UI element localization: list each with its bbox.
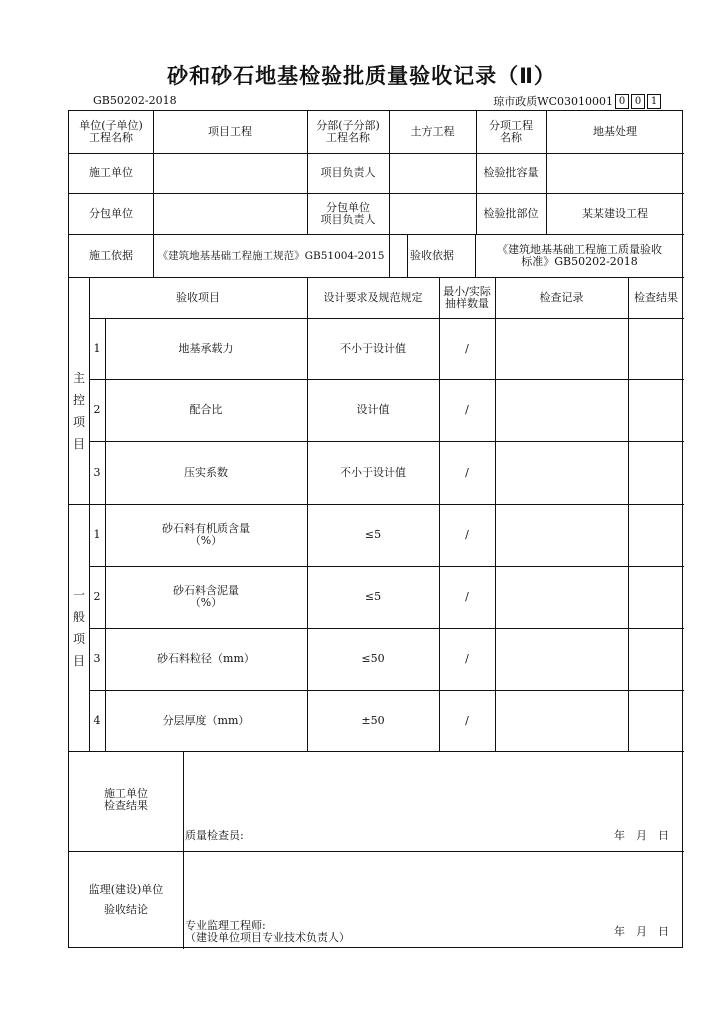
- general-item-result[interactable]: [628, 628, 684, 690]
- acceptance-basis-label: 验收依据: [410, 248, 454, 262]
- batch-location-value[interactable]: 某某建设工程: [582, 206, 648, 220]
- division-name-value[interactable]: 土方工程: [410, 125, 455, 138]
- supervisor-label: 专业监理工程师: （建设单位项目专业技术负责人）: [185, 919, 350, 944]
- supervision-conclusion-label: 监理(建设)单位 验收结论: [88, 883, 164, 916]
- supervision-date[interactable]: 年 月 日: [614, 925, 669, 938]
- general-item-spec: ±50: [361, 713, 385, 727]
- record-code-box-2[interactable]: 0: [631, 94, 645, 109]
- main-item-no: 2: [93, 403, 101, 416]
- general-item-record[interactable]: [495, 628, 628, 690]
- general-item-name: 砂石料有机质含量 （%）: [162, 522, 250, 547]
- column-spec: 设计要求及规范规定: [323, 290, 423, 304]
- contractor-value[interactable]: [153, 153, 307, 193]
- main-item-name: 配合比: [189, 403, 223, 416]
- general-item-no: 1: [93, 528, 101, 541]
- main-item-name: 压实系数: [184, 465, 228, 479]
- main-item-record[interactable]: [495, 441, 628, 504]
- project-manager-label: 项目负责人: [320, 166, 376, 179]
- main-item-spec: 不小于设计值: [340, 341, 406, 355]
- subitem-name-value[interactable]: 地基处理: [593, 125, 637, 138]
- record-code-box-3[interactable]: 1: [647, 94, 661, 109]
- main-item-sample[interactable]: /: [465, 465, 469, 479]
- general-item-no: 4: [93, 713, 101, 727]
- record-table: [68, 110, 683, 948]
- general-item-sample[interactable]: /: [465, 528, 469, 541]
- sub-manager-label: 分包单位 项目负责人: [320, 200, 376, 226]
- general-item-spec: ≤50: [361, 652, 385, 665]
- general-item-sample[interactable]: /: [465, 590, 469, 603]
- general-item-record[interactable]: [495, 566, 628, 628]
- general-item-spec: ≤5: [364, 590, 382, 603]
- main-item-result[interactable]: [628, 318, 684, 379]
- subcontractor-label: 分包单位: [89, 206, 133, 220]
- main-item-result[interactable]: [628, 441, 684, 504]
- main-item-record[interactable]: [495, 318, 628, 379]
- construction-basis-value[interactable]: 《建筑地基基础工程施工规范》GB51004-2015: [157, 249, 385, 262]
- main-item-result[interactable]: [628, 379, 684, 441]
- main-item-name: 地基承载力: [178, 341, 234, 355]
- general-item-record[interactable]: [495, 504, 628, 566]
- construction-check-date[interactable]: 年 月 日: [614, 829, 669, 842]
- column-result: 检查结果: [634, 290, 678, 304]
- general-item-no: 2: [93, 590, 101, 603]
- record-code: [493, 93, 661, 109]
- unit-name-value[interactable]: 项目工程: [208, 125, 252, 138]
- subcontractor-value[interactable]: [153, 193, 307, 234]
- page-title: 砂和砂石地基检验批质量验收记录（Ⅱ）: [167, 64, 556, 88]
- general-item-no: 3: [93, 652, 101, 665]
- general-item-name: 砂石料粒径（mm）: [157, 652, 255, 665]
- column-record: 检查记录: [539, 290, 584, 304]
- general-item-result[interactable]: [628, 566, 684, 628]
- general-item-name: 分层厚度（mm）: [162, 713, 250, 727]
- batch-capacity-label: 检验批容量: [483, 166, 539, 179]
- record-code-box-1[interactable]: 0: [615, 94, 629, 109]
- construction-check-label: 施工单位 检查结果: [104, 787, 148, 812]
- main-item-spec: 不小于设计值: [340, 465, 406, 479]
- unit-name-label: 单位(子单位) 工程名称: [79, 119, 143, 144]
- general-item-result[interactable]: [628, 690, 684, 751]
- general-item-name: 砂石料含泥量 （%）: [173, 584, 239, 609]
- sub-manager-value[interactable]: [389, 193, 476, 234]
- general-item-result[interactable]: [628, 504, 684, 566]
- record-code-prefix: 琼市政质WC03010001: [493, 95, 613, 108]
- general-group-label: 一 般 项 目: [72, 587, 85, 668]
- batch-capacity-value[interactable]: [546, 153, 684, 193]
- main-item-record[interactable]: [495, 379, 628, 441]
- acceptance-basis-value[interactable]: 《建筑地基基础工程施工质量验收 标准》GB50202-2018: [497, 242, 662, 268]
- column-sample: 最小/实际 抽样数量: [443, 284, 491, 310]
- subitem-name-label: 分项工程 名称: [489, 119, 533, 144]
- general-item-sample[interactable]: /: [465, 652, 469, 665]
- general-item-record[interactable]: [495, 690, 628, 751]
- general-item-spec: ≤5: [364, 528, 382, 541]
- main-item-sample[interactable]: /: [465, 341, 469, 355]
- batch-location-label: 检验批部位: [483, 206, 539, 220]
- main-item-spec: 设计值: [356, 403, 390, 416]
- general-item-sample[interactable]: /: [465, 713, 469, 727]
- contractor-label: 施工单位: [89, 166, 133, 179]
- construction-basis-label: 施工依据: [89, 248, 133, 262]
- standard-code: GB50202-2018: [93, 94, 177, 107]
- project-manager-value[interactable]: [389, 153, 476, 193]
- main-item-no: 1: [93, 341, 101, 355]
- division-name-label: 分部(子分部) 工程名称: [316, 119, 380, 144]
- main-item-sample[interactable]: /: [465, 403, 469, 416]
- column-item: 验收项目: [176, 290, 220, 304]
- main-item-no: 3: [93, 465, 101, 479]
- quality-inspector-label: 质量检查员:: [185, 829, 244, 842]
- main-control-group-label: 主 控 项 目: [72, 371, 85, 451]
